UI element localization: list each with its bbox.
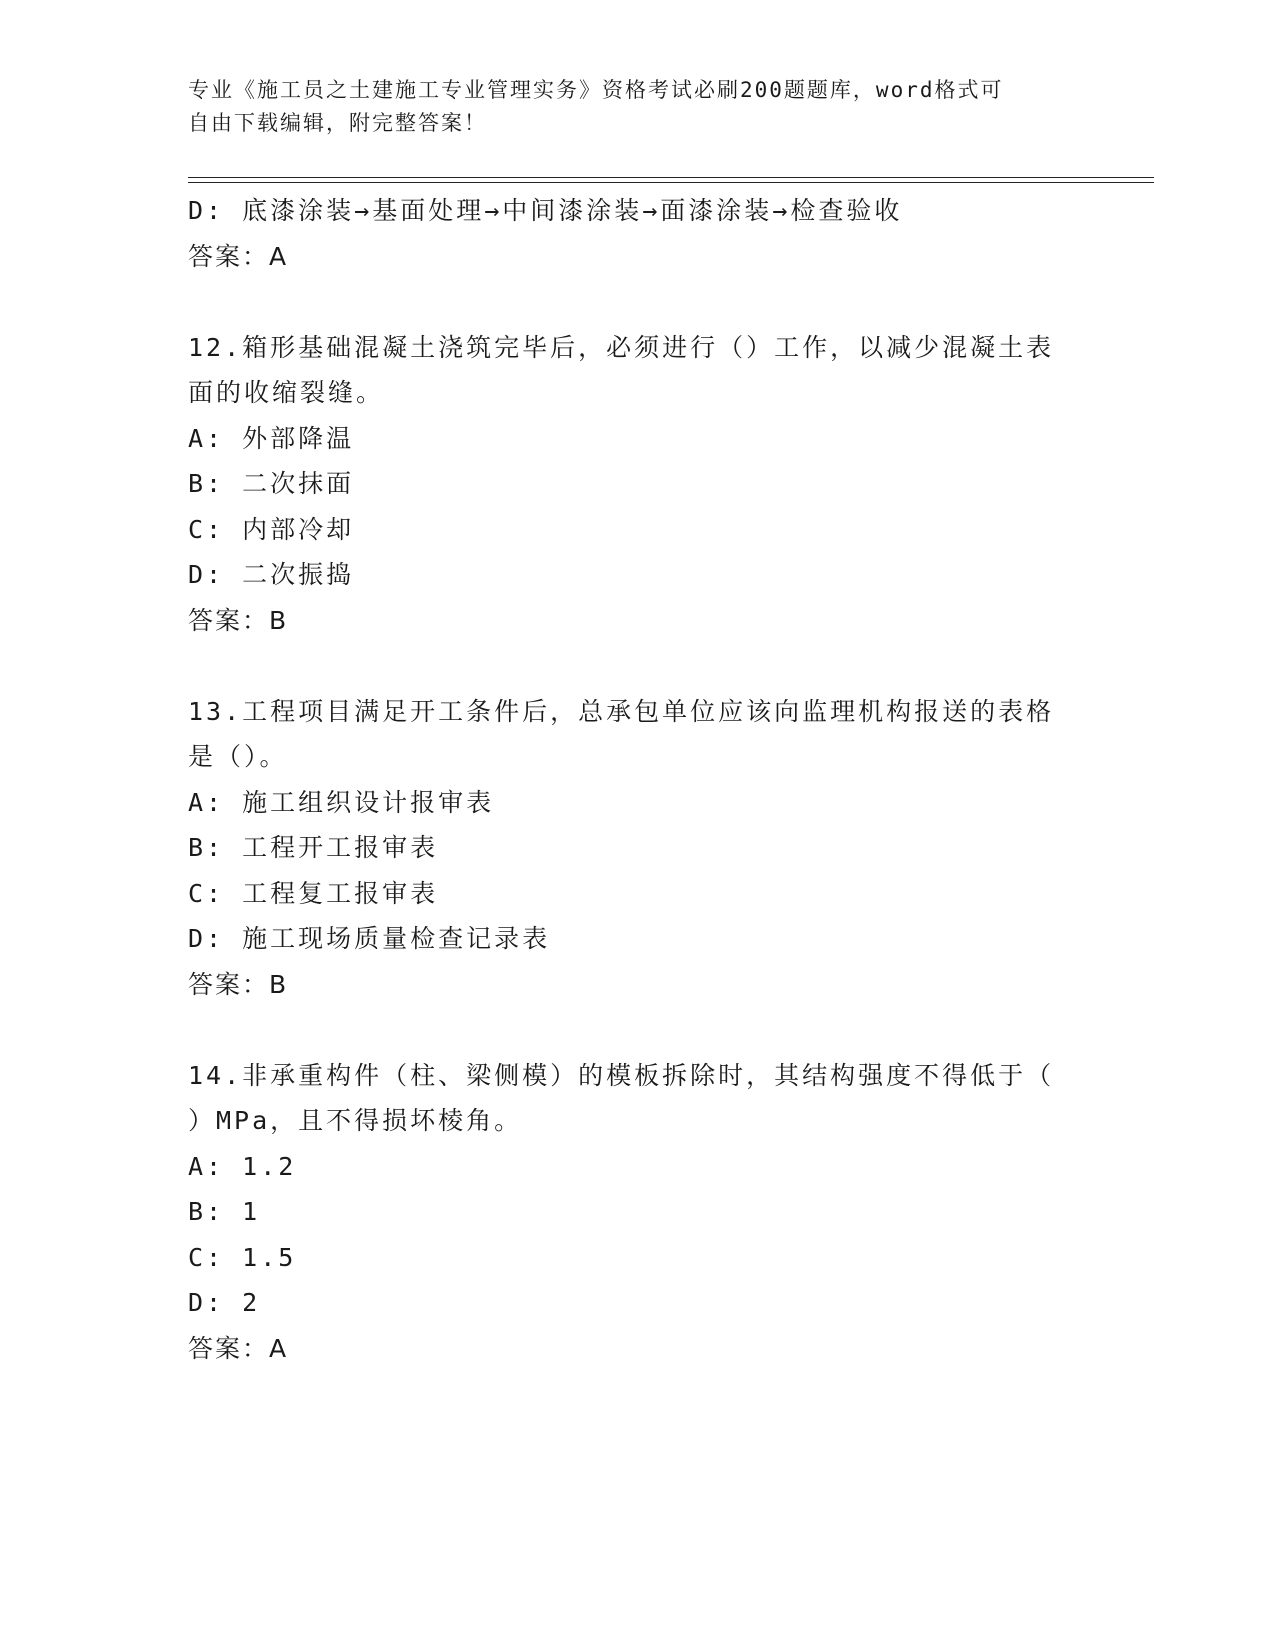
option-d: D: 2 (188, 1288, 261, 1317)
prev-answer: 答案：A (188, 241, 289, 271)
option-a: A: 施工组织设计报审表 (188, 787, 495, 817)
header-line-2: 自由下载编辑，附完整答案！ (188, 111, 487, 135)
header-line-1: 专业《施工员之土建施工专业管理实务》资格考试必刷200题题库，word格式可 (188, 78, 1004, 102)
option-c: C: 内部冷却 (188, 514, 355, 544)
answer: 答案：A (188, 1333, 289, 1363)
prev-option-d: D: 底漆涂装→基面处理→中间漆涂装→面漆涂装→检查验收 (188, 196, 903, 225)
option-a: A: 外部降温 (188, 423, 355, 453)
header-divider-bottom (188, 182, 1154, 183)
question-stem-line-1: 12.箱形基础混凝土浇筑完毕后，必须进行（）工作，以减少混凝土表 (188, 332, 1055, 362)
question-stem-line-2: 面的收缩裂缝。 (188, 378, 385, 407)
question-12 (188, 325, 1088, 644)
spacer (188, 279, 1088, 325)
question-stem-line-1: 13.工程项目满足开工条件后，总承包单位应该向监理机构报送的表格 (188, 696, 1055, 726)
spacer (188, 1007, 1088, 1053)
question-stem-line-1: 14.非承重构件（柱、梁侧模）的模板拆除时，其结构强度不得低于（ (188, 1060, 1055, 1090)
document-header (188, 74, 1068, 140)
spacer (188, 643, 1088, 689)
answer: 答案：B (188, 605, 289, 635)
option-c: C: 1.5 (188, 1242, 297, 1272)
question-list (188, 188, 1088, 1371)
question-stem-line-2: 是（）。 (188, 742, 288, 771)
question-stem-line-2: ）MPa，且不得损坏棱角。 (188, 1106, 523, 1135)
option-b: B: 二次抹面 (188, 469, 355, 498)
question-13 (188, 689, 1088, 1008)
option-a: A: 1.2 (188, 1151, 297, 1181)
option-b: B: 1 (188, 1197, 261, 1226)
option-d: D: 二次振捣 (188, 560, 355, 589)
option-b: B: 工程开工报审表 (188, 833, 439, 862)
header-divider-top (188, 177, 1154, 178)
option-c: C: 工程复工报审表 (188, 878, 439, 908)
answer: 答案：B (188, 969, 289, 999)
option-d: D: 施工现场质量检查记录表 (188, 924, 551, 953)
question-14 (188, 1053, 1088, 1372)
